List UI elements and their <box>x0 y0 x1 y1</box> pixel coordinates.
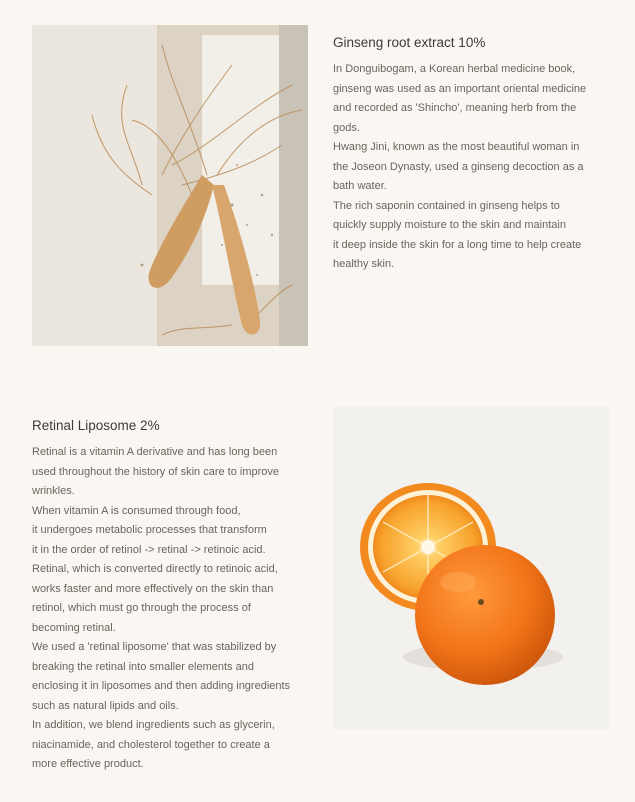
retinal-section <box>32 417 312 775</box>
ginseng-title: Ginseng root extract 10% <box>333 35 486 50</box>
ginseng-line: The rich saponin contained in ginseng helps to <box>333 199 560 212</box>
retinal-line: breaking the retinal into smaller elements and <box>32 660 254 673</box>
retinal-line: more effective product. <box>32 758 144 770</box>
ginseng-line: the Joseon Dynasty, used a ginseng decoction as a <box>333 160 584 173</box>
ginseng-line: Hwang Jini, known as the most beautiful woman in <box>333 141 580 153</box>
retinal-line: retinol, which must go through the process of <box>32 602 251 614</box>
ginseng-line: quickly supply moisture to the skin and maintain <box>333 219 566 231</box>
retinal-line: such as natural lipids and oils. <box>32 699 179 712</box>
retinal-line: niacinamide, and cholesterol together to create a <box>32 738 270 751</box>
ginseng-line: In Donguibogam, a Korean herbal medicine book, <box>333 63 576 75</box>
retinal-line: it undergoes metabolic processes that transform <box>32 524 267 536</box>
retinal-line: When vitamin A is consumed through food, <box>32 504 241 517</box>
retinal-line: wrinkles. <box>32 485 75 497</box>
retinal-line: becoming retinal. <box>32 621 116 634</box>
retinal-line: In addition, we blend ingredients such as glycerin, <box>32 719 275 731</box>
retinal-line: Retinal, which is converted directly to retinoic acid, <box>32 563 278 575</box>
ginseng-line: bath water. <box>333 180 387 192</box>
retinal-line: it in the order of retinol -> retinal -> retinoic acid. <box>32 543 266 556</box>
retinal-line: We used a 'retinal liposome' that was stabilized by <box>32 641 277 653</box>
ginseng-line: gods. <box>333 121 360 134</box>
retinal-title: Retinal Liposome 2% <box>32 418 160 433</box>
ginseng-line: it deep inside the skin for a long time to help create <box>333 238 582 251</box>
orange-image <box>333 407 609 729</box>
retinal-line: used throughout the history of skin care to improve <box>32 465 280 478</box>
retinal-line: enclosing it in liposomes and then adding ingredients <box>32 680 291 692</box>
ginseng-section <box>333 34 613 275</box>
ginseng-line: ginseng was used as an important oriental medicine <box>333 82 587 95</box>
retinal-line: Retinal is a vitamin A derivative and has long been <box>32 446 278 458</box>
ginseng-line: and recorded as 'Shincho', meaning herb from the <box>333 102 577 114</box>
retinal-line: works faster and more effectively on the skin than <box>32 582 274 595</box>
ginseng-root-image <box>32 25 308 346</box>
ginseng-line: healthy skin. <box>333 258 395 270</box>
